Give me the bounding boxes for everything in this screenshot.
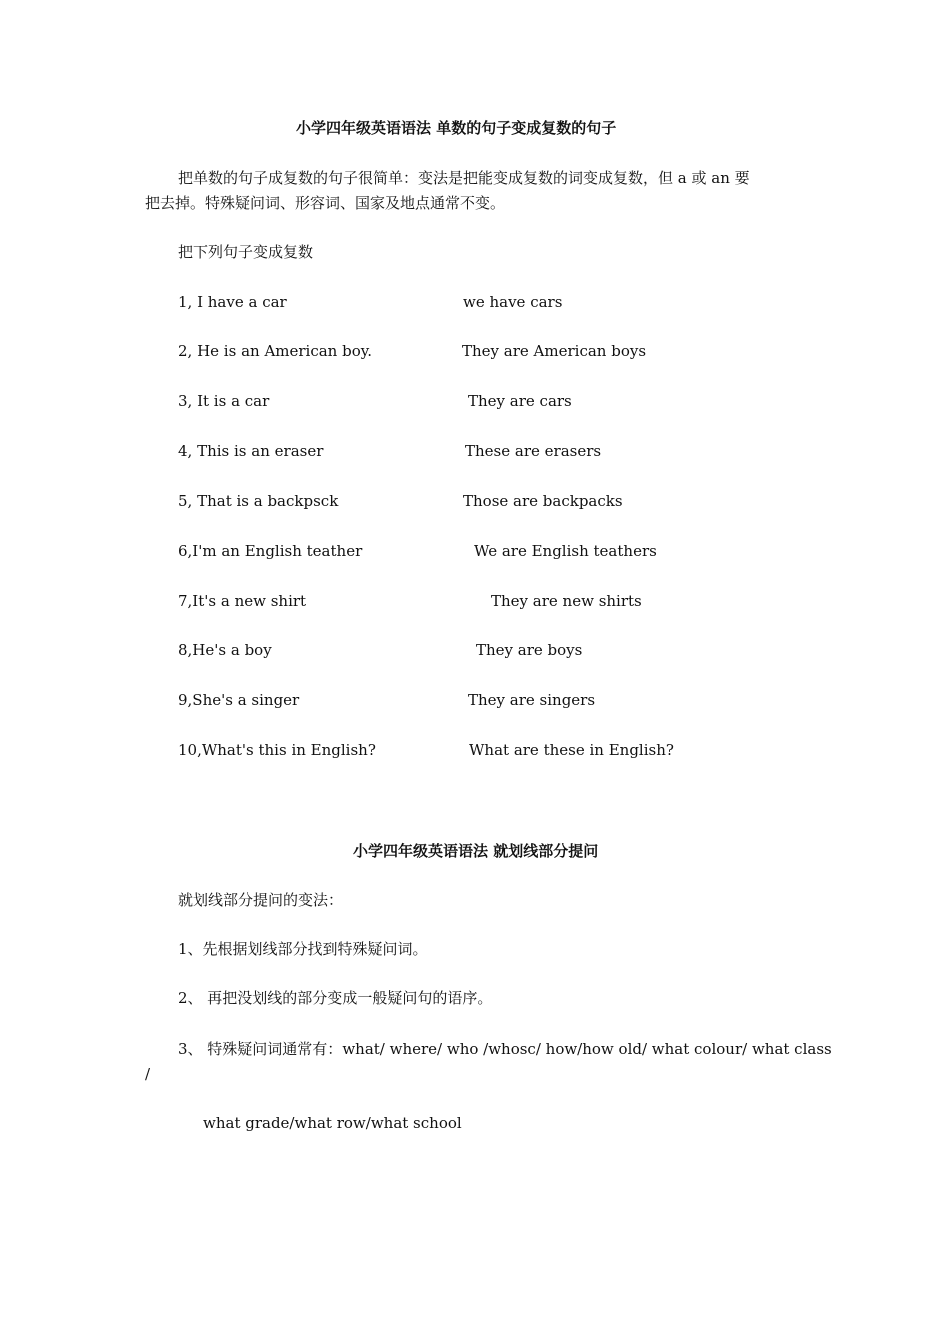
section2-step-3-line3: what grade/what row/what school — [203, 1114, 462, 1132]
section1-instruction: 把下列句子变成复数 — [178, 243, 314, 261]
plural-sentence-6: We are English teathers — [474, 542, 657, 560]
plural-sentence-3: They are cars — [468, 392, 572, 410]
plural-sentence-7: They are new shirts — [491, 592, 642, 610]
section2-title: 小学四年级英语语法 就划线部分提问 — [353, 842, 599, 860]
section2-step-1: 1、先根据划线部分找到特殊疑问词。 — [178, 940, 428, 958]
singular-sentence-10: 10,What's this in English? — [178, 741, 376, 759]
singular-sentence-7: 7,It's a new shirt — [178, 592, 307, 610]
section1-intro-line2: 把去掉。特殊疑问词、形容词、国家及地点通常不变。 — [145, 194, 506, 212]
plural-sentence-5: Those are backpacks — [463, 492, 623, 510]
singular-sentence-2: 2, He is an American boy. — [178, 342, 372, 360]
section2-step-3-line2: / — [145, 1065, 151, 1083]
section1-intro-line1: 把单数的句子成复数的句子很简单：变法是把能变成复数的词变成复数，但 a 或 an 要 — [178, 169, 750, 187]
plural-sentence-8: They are boys — [476, 641, 583, 659]
singular-sentence-6: 6,I'm an English teather — [178, 542, 363, 560]
singular-sentence-9: 9,She's a singer — [178, 691, 300, 709]
singular-sentence-1: 1, I have a car — [178, 293, 287, 311]
plural-sentence-2: They are American boys — [462, 342, 647, 360]
section2-step-2: 2、 再把没划线的部分变成一般疑问句的语序。 — [178, 989, 493, 1007]
singular-sentence-5: 5, That is a backpsck — [178, 492, 339, 510]
plural-sentence-1: we have cars — [463, 293, 563, 311]
plural-sentence-4: These are erasers — [465, 442, 602, 460]
section1-title: 小学四年级英语语法 单数的句子变成复数的句子 — [296, 119, 617, 137]
section2-intro: 就划线部分提问的变法： — [178, 891, 344, 909]
plural-sentence-9: They are singers — [468, 691, 596, 709]
section2-step-3-line1: 3、 特殊疑问词通常有：what/ where/ who /whosc/ how/how old/ what colour/ what class — [178, 1040, 832, 1058]
singular-sentence-3: 3, It is a car — [178, 392, 270, 410]
singular-sentence-8: 8,He's a boy — [178, 641, 272, 659]
singular-sentence-4: 4, This is an eraser — [178, 442, 324, 460]
plural-sentence-10: What are these in English? — [469, 741, 674, 759]
